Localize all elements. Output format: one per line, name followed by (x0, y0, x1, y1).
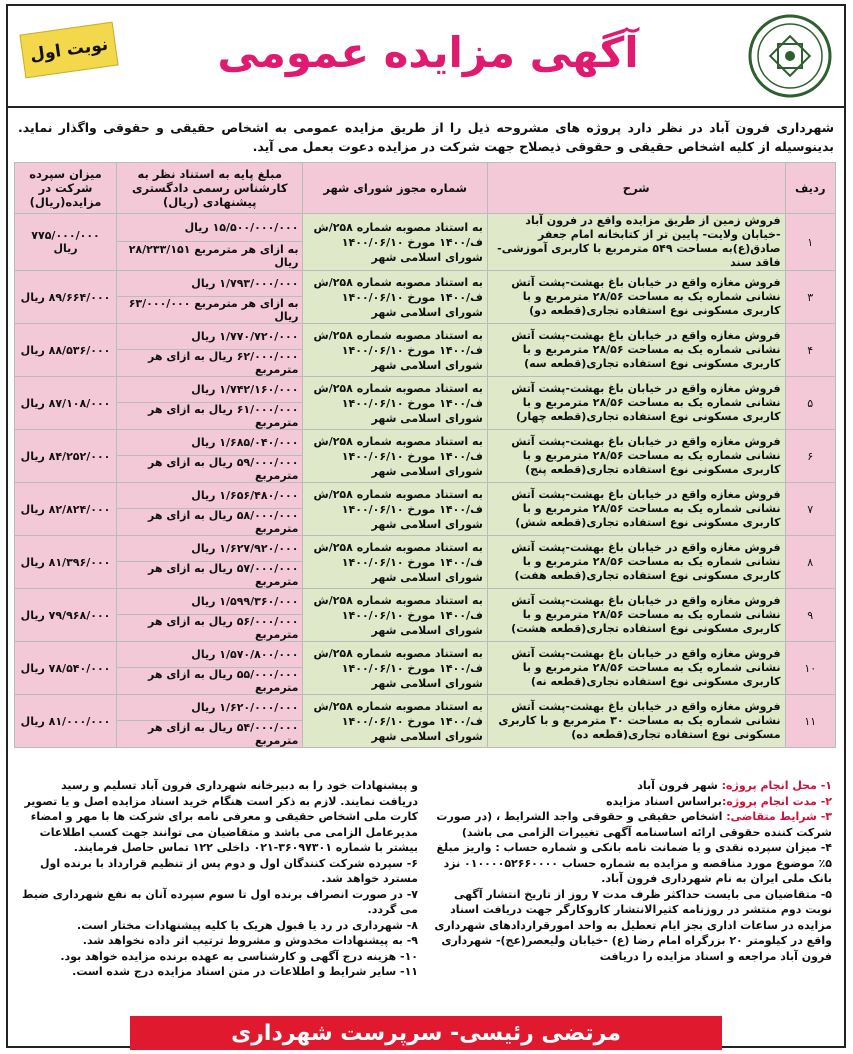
notes-right (432, 778, 832, 964)
row-desc: فروش مغازه واقع در خیابان باغ بهشت-پشت آتش نشانی شماره یک به مساحت ۲۸/۵۶ مترمربع و با کاربری مسکونی نوع استفاده تجاری(قطعه سه) (487, 324, 785, 377)
table-row (15, 589, 836, 615)
row-no: ۱ (785, 214, 835, 271)
row-desc: فروش مغازه واقع در خیابان باغ بهشت-پشت آتش نشانی شماره یک به مساحت ۲۸/۵۶ مترمربع و با کاربری مسکونی نوع استفاده تجاری(قطعه دو) (487, 271, 785, 324)
header-deposit: میزان سپرده شرکت در مزایده(ریال) (15, 163, 117, 214)
row-deposit: ۸۹/۶۶۴/۰۰۰ ریال (15, 271, 117, 324)
row-price-total: ۱/۵۷۰/۸۰۰/۰۰۰ ریال (117, 642, 303, 668)
table-row (15, 536, 836, 562)
table-row (15, 324, 836, 350)
table-row (15, 271, 836, 297)
row-price-per-meter: ۶۱/۰۰۰/۰۰۰ ریال به ازای هر مترمربع (117, 403, 303, 430)
row-license: به استناد مصوبه شماره ۲۵۸/ش ف/۱۴۰۰ مورخ ۱۴۰۰/۰۶/۱۰ شورای اسلامی شهر (303, 536, 487, 589)
row-license: به استناد مصوبه شماره ۲۵۸/ش ف/۱۴۰۰ مورخ ۱۴۰۰/۰۶/۱۰ شورای اسلامی شهر (303, 271, 487, 324)
row-no: ۹ (785, 589, 835, 642)
note-text: شهر فرون آباد (637, 779, 722, 792)
header-desc: شرح (487, 163, 785, 214)
table-row (15, 214, 836, 242)
row-desc: فروش مغازه واقع در خیابان باغ بهشت-پشت آتش نشانی شماره یک به مساحت ۲۸/۵۶ مترمربع و با کاربری مسکونی نوع استفاده تجاری(قطعه هشت) (487, 589, 785, 642)
row-price-per-meter: ۵۴/۰۰۰/۰۰۰ ریال به ازای هر مترمربع (117, 721, 303, 748)
header-no: ردیف (785, 163, 835, 214)
row-desc: فروش زمین از طریق مزایده واقع در فرون آباد -خیابان ولایت- پایین تر از کتابخانه امام جعفر صادق(ع)به مساحت ۵۴۹ مترمربع با کاربری آموزشی-فاقد سند (487, 214, 785, 271)
row-no: ۱۱ (785, 695, 835, 748)
row-price-per-meter: ۵۶/۰۰۰/۰۰۰ ریال به ازای هر مترمربع (117, 615, 303, 642)
note-item: ۱۱- سایر شرایط و اطلاعات در متن اسناد مزایده درج شده است. (72, 965, 418, 978)
table-header-row (15, 163, 836, 214)
row-deposit: ۸۲/۸۲۴/۰۰۰ ریال (15, 483, 117, 536)
row-license: به استناد مصوبه شماره ۲۵۸/ش ف/۱۴۰۰ مورخ ۱۴۰۰/۰۶/۱۰ شورای اسلامی شهر (303, 377, 487, 430)
row-license: به استناد مصوبه شماره ۲۵۸/ش ف/۱۴۰۰ مورخ ۱۴۰۰/۰۶/۱۰ شورای اسلامی شهر (303, 214, 487, 271)
notes-left (20, 778, 418, 980)
note-item: ۱۰- هزینه درج آگهی و کارشناسی به عهده برنده مزایده خواهد بود. (60, 949, 418, 963)
row-desc: فروش مغازه واقع در خیابان باغ بهشت-پشت آتش نشانی شماره یک به مساحت ۳۰ مترمربع و با کاربری مسکونی نوع استفاده تجاری(قطعه ده) (487, 695, 785, 748)
header (8, 6, 844, 108)
row-license: به استناد مصوبه شماره ۲۵۸/ش ف/۱۴۰۰ مورخ ۱۴۰۰/۰۶/۱۰ شورای اسلامی شهر (303, 589, 487, 642)
signature-banner: مرتضی رئیسی- سرپرست شهرداری (130, 1016, 722, 1050)
row-price-per-meter: ۵۵/۰۰۰/۰۰۰ ریال به ازای هر مترمربع (117, 668, 303, 695)
row-price-total: ۱/۶۲۰/۰۰۰/۰۰۰ ریال (117, 695, 303, 721)
row-deposit: ۸۸/۵۳۶/۰۰۰ ریال (15, 324, 117, 377)
table-row (15, 695, 836, 721)
note-item: ۶- سپرده شرکت کنندگان اول و دوم پس از تنظیم قرارداد با برنده اول مسترد خواهد شد. (39, 856, 418, 885)
row-no: ۷ (785, 483, 835, 536)
row-no: ۶ (785, 430, 835, 483)
row-deposit: ۷۸/۵۴۰/۰۰۰ ریال (15, 642, 117, 695)
row-deposit: ۸۷/۱۰۸/۰۰۰ ریال (15, 377, 117, 430)
row-price-total: ۱/۶۲۷/۹۲۰/۰۰۰ ریال (117, 536, 303, 562)
row-price-per-meter: ۵۹/۰۰۰/۰۰۰ ریال به ازای هر مترمربع (117, 456, 303, 483)
row-desc: فروش مغازه واقع در خیابان باغ بهشت-پشت آتش نشانی شماره یک به مساحت ۲۸/۵۶ مترمربع و با کاربری مسکونی نوع استفاده تجاری(قطعه چهار) (487, 377, 785, 430)
note-item (432, 840, 832, 887)
row-desc: فروش مغازه واقع در خیابان باغ بهشت-پشت آتش نشانی شماره یک به مساحت ۲۸/۵۶ مترمربع و با کاربری مسکونی نوع استفاده تجاری(قطعه هفت) (487, 536, 785, 589)
row-price-per-meter: ۶۲/۰۰۰/۰۰۰ ریال به ازای هر مترمربع (117, 350, 303, 377)
round-badge: نوبت اول (19, 22, 118, 79)
row-price-per-meter: ۵۸/۰۰۰/۰۰۰ ریال به ازای هر مترمربع (117, 509, 303, 536)
row-price-total: ۱/۷۷۰/۷۲۰/۰۰۰ ریال (117, 324, 303, 350)
row-price-total: ۱/۵۹۹/۳۶۰/۰۰۰ ریال (117, 589, 303, 615)
row-desc: فروش مغازه واقع در خیابان باغ بهشت-پشت آتش نشانی شماره یک به مساحت ۲۸/۵۶ مترمربع و با کاربری مسکونی نوع استفاده تجاری(قطعه شش) (487, 483, 785, 536)
row-desc: فروش مغازه واقع در خیابان باغ بهشت-پشت آتش نشانی شماره یک به مساحت ۲۸/۵۶ مترمربع و با کاربری مسکونی نوع استفاده تجاری(قطعه پنج) (487, 430, 785, 483)
row-price-total: ۱۵/۵۰۰/۰۰۰/۰۰۰ ریال (117, 214, 303, 242)
municipality-logo-icon (746, 12, 834, 100)
note-text: براساس اسناد مزایده (606, 794, 722, 808)
note-text: ۵- متقاضیان می بایست حداکثر ظرف مدت ۷ روز از تاریخ انتشار آگهی نوبت دوم منتشر در روزنامه کثیرالانتشار کاروکارگر جهت دریافت اسناد مزایده در ساعات اداری بجز ایام تعطیل به واحد امورقراردادهای شهرداری واقع در کیلومتر ۲۰ بزرگراه امام رضا (ع) -خیابان ولیعصر(عج)- شهرداری فرون آباد مراجعه و اسناد مزایده را دریافت (434, 887, 832, 963)
note-text: ۴- میزان سپرده نقدی و یا ضمانت نامه بانکی و شماره حساب : واریز مبلغ ۵٪ موضوع مورد مناقصه و مزایده به شماره حساب ۰۱۰۰۰۰۵۲۶۶۰۰۰۰ نزد بانک ملی ایران به نام شهرداری فرون آباد. (436, 841, 832, 885)
row-no: ۳ (785, 271, 835, 324)
row-price-total: ۱/۷۴۲/۱۶۰/۰۰۰ ریال (117, 377, 303, 403)
row-no: ۵ (785, 377, 835, 430)
intro-paragraph: شهرداری فرون آباد در نظر دارد پروژه های مشروحه ذیل را از طریق مزایده عمومی به اشخاص حقیقی و حقوقی واگذار نماید. بدینوسیله از کلیه اشخاص حقیقی و حقوقی ذیصلاح جهت شرکت در مزایده دعوت بعمل می آید. (18, 120, 834, 154)
row-deposit: ۷۷۵/۰۰۰/۰۰۰ ریال (15, 214, 117, 271)
header-price: مبلغ پایه به استناد نظر به کارشناس رسمی دادگستری پیشنهادی (ریال) (117, 163, 303, 214)
row-license: به استناد مصوبه شماره ۲۵۸/ش ف/۱۴۰۰ مورخ ۱۴۰۰/۰۶/۱۰ شورای اسلامی شهر (303, 324, 487, 377)
row-price-total: ۱/۶۵۶/۴۸۰/۰۰۰ ریال (117, 483, 303, 509)
note-label: ۲- مدت انجام پروژه: (721, 794, 832, 808)
row-license: به استناد مصوبه شماره ۲۵۸/ش ف/۱۴۰۰ مورخ ۱۴۰۰/۰۶/۱۰ شورای اسلامی شهر (303, 483, 487, 536)
note-item (432, 794, 832, 810)
table-row (15, 642, 836, 668)
table-row (15, 377, 836, 403)
table-row (15, 483, 836, 509)
row-deposit: ۸۱/۰۰۰/۰۰۰ ریال (15, 695, 117, 748)
row-price-per-meter: ۵۷/۰۰۰/۰۰۰ ریال به ازای هر مترمربع (117, 562, 303, 589)
note-label: ۱- محل انجام پروژه: (721, 779, 832, 792)
row-deposit: ۸۴/۲۵۲/۰۰۰ ریال (15, 430, 117, 483)
header-license: شماره مجوز شورای شهر (303, 163, 487, 214)
row-desc: فروش مغازه واقع در خیابان باغ بهشت-پشت آتش نشانی شماره یک به مساحت ۲۸/۵۶ مترمربع و با کاربری مسکونی نوع استفاده تجاری(قطعه نه) (487, 642, 785, 695)
row-no: ۴ (785, 324, 835, 377)
note-label: ۳- شرایط متقاضی: (726, 810, 832, 823)
note-text: اشخاص حقیقی و حقوقی واجد الشرایط ، (در صورت شرکت کننده حقوقی ارائه اساسنامه آگهی تغییرات الزامی می باشد) (436, 810, 832, 839)
note-item: ۷- در صورت انصراف برنده اول تا سوم سپرده آنان به نفع شهرداری ضبط می گردد. (22, 887, 418, 916)
row-price-per-meter: به ازای هر مترمربع ۶۳/۰۰۰/۰۰۰ ریال (117, 297, 303, 324)
row-price-total: ۱/۷۹۳/۰۰۰/۰۰۰ ریال (117, 271, 303, 297)
announcement-page (6, 4, 846, 1048)
note-item: ۸- شهرداری در رد یا قبول هریک یا کلیه پیشنهادات مختار است. (77, 918, 418, 932)
row-license: به استناد مصوبه شماره ۲۵۸/ش ف/۱۴۰۰ مورخ ۱۴۰۰/۰۶/۱۰ شورای اسلامی شهر (303, 430, 487, 483)
page-title: آگهی مزایده عمومی (217, 28, 639, 77)
table-row (15, 430, 836, 456)
row-deposit: ۷۹/۹۶۸/۰۰۰ ریال (15, 589, 117, 642)
note-item (432, 887, 832, 965)
row-price-total: ۱/۶۸۵/۰۴۰/۰۰۰ ریال (117, 430, 303, 456)
note-item: و پیشنهادات خود را به دبیرخانه شهرداری فرون آباد تسلیم و رسید دریافت نمایند. لازم به ذکر است هنگام خرید اسناد مزایده اصل و یا تصویر کارت ملی اشخاص حقیقی و معرفی نامه برای شرکت ها با مهر و امضاء مدیرعامل الزامی می باشد و متقاضیان می توانند جهت کسب اطلاعات بیشتر با شماره ۳۶۰۹۷۳۰۱-۰۲۱ داخلی ۱۲۲ تماس حاصل فرمایند. (24, 779, 418, 854)
auction-table (14, 162, 836, 748)
row-no: ۸ (785, 536, 835, 589)
row-deposit: ۸۱/۳۹۶/۰۰۰ ریال (15, 536, 117, 589)
note-item: ۹- به پیشنهادات مخدوش و مشروط ترتیب اثر داده نخواهد شد. (82, 934, 418, 947)
row-license: به استناد مصوبه شماره ۲۵۸/ش ف/۱۴۰۰ مورخ ۱۴۰۰/۰۶/۱۰ شورای اسلامی شهر (303, 642, 487, 695)
row-price-per-meter: به ازای هر مترمربع ۲۸/۲۳۳/۱۵۱ ریال (117, 241, 303, 270)
note-item (432, 778, 832, 794)
row-license: به استناد مصوبه شماره ۲۵۸/ش ف/۱۴۰۰ مورخ ۱۴۰۰/۰۶/۱۰ شورای اسلامی شهر (303, 695, 487, 748)
row-no: ۱۰ (785, 642, 835, 695)
note-item (432, 809, 832, 840)
